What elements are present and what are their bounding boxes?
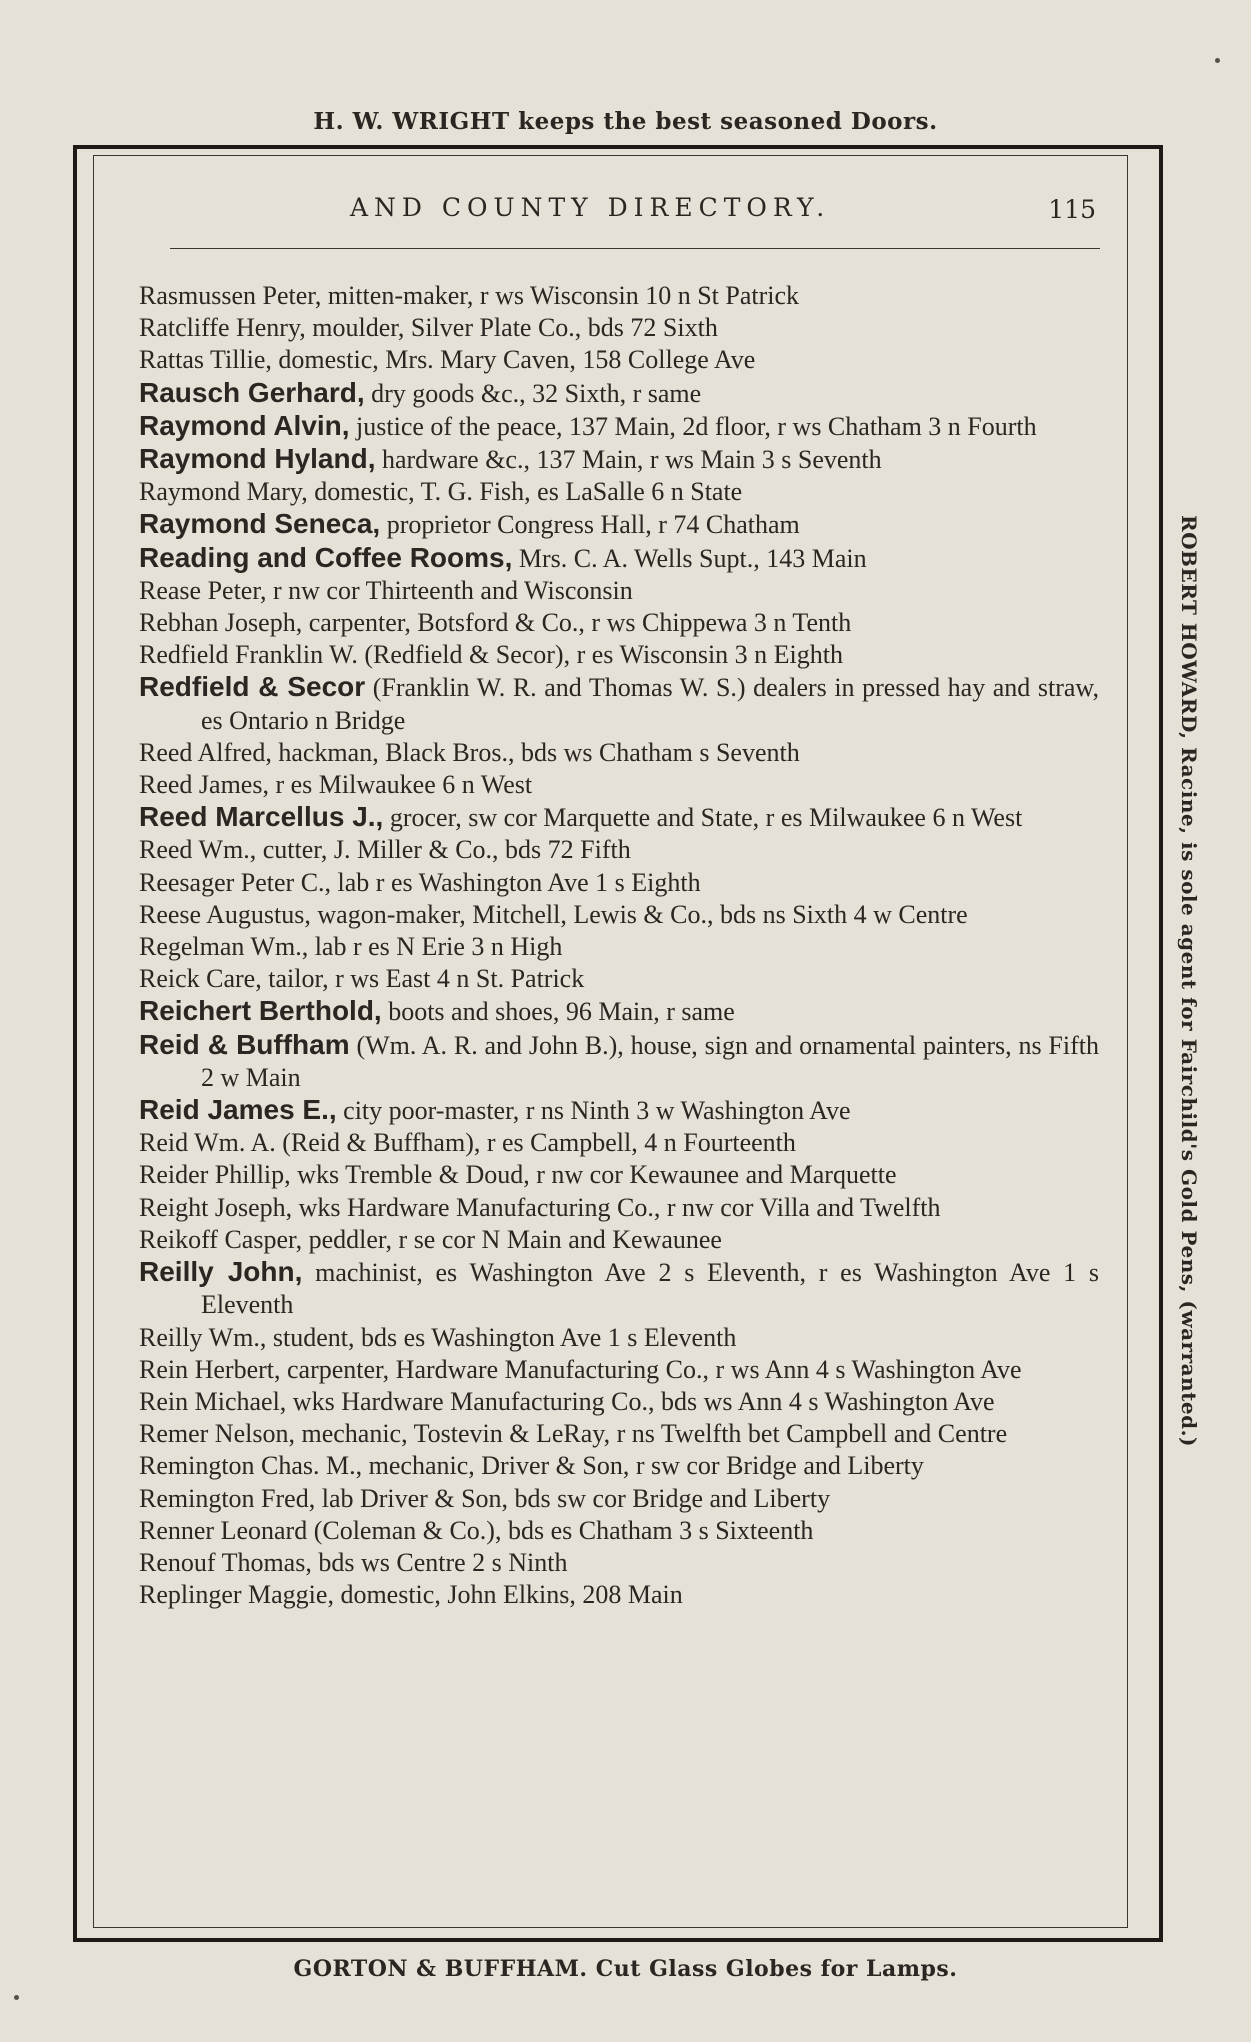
entry-details: proprietor Congress Hall, r 74 Chatham xyxy=(380,510,800,540)
entry-details: (Franklin W. R. and Thomas W. S.) dealers in pressed hay and straw, es Ontario n Bridge xyxy=(201,673,1099,735)
entry-details: mechanic, Driver & Son, r sw cor Bridge and Liberty xyxy=(362,1451,924,1481)
entry-details: wks Hardware Manufacturing Co., bds ws Ann 4 s Washington Ave xyxy=(286,1386,995,1416)
entry-details: wks Hardware Manufacturing Co., r nw cor Villa and Twelfth xyxy=(292,1192,941,1222)
directory-entry xyxy=(139,737,1099,769)
entry-details: machinist, es Washington Ave 2 s Eleventh, r es Washington Ave 1 s Eleventh xyxy=(201,1258,1099,1320)
entry-details: hardware &c., 137 Main, r ws Main 3 s Seventh xyxy=(375,445,882,475)
entry-name: Rasmussen Peter, xyxy=(139,281,322,310)
directory-entry xyxy=(139,931,1099,963)
directory-entry xyxy=(139,639,1099,671)
directory-entry xyxy=(139,1224,1099,1256)
entry-details: tailor, r ws East 4 n St. Patrick xyxy=(261,964,585,994)
entry-details: (Coleman & Co.), bds es Chatham 3 s Sixteenth xyxy=(307,1515,814,1545)
entry-details: peddler, r se cor N Main and Kewaunee xyxy=(302,1224,722,1254)
entry-details: (Redfield & Secor), r es Wisconsin 3 n Eighth xyxy=(357,640,843,670)
entry-name: Rease Peter, xyxy=(139,575,267,605)
entry-details: boots and shoes, 96 Main, r same xyxy=(381,997,735,1027)
running-head: AND COUNTY DIRECTORY. xyxy=(350,193,831,222)
entry-details: grocer, sw cor Marquette and State, r es Milwaukee 6 n West xyxy=(383,803,1023,833)
directory-entry xyxy=(139,410,1099,443)
header-rule xyxy=(170,248,1100,249)
directory-entry xyxy=(139,1029,1099,1094)
entry-name: Rebhan Joseph, xyxy=(139,608,303,638)
directory-entry xyxy=(139,899,1099,931)
entry-details: bds ws Centre 2 s Ninth xyxy=(311,1547,568,1577)
entry-name: Rein Michael, xyxy=(139,1386,287,1416)
entry-details: wks Tremble & Doud, r nw cor Kewaunee and Marquette xyxy=(290,1160,897,1190)
entry-name: Raymond Seneca, xyxy=(139,508,381,540)
directory-entry xyxy=(139,1256,1099,1321)
entry-details: wagon-maker, Mitchell, Lewis & Co., bds ns Sixth 4 w Centre xyxy=(310,899,968,929)
entry-name: Reichert Berthold, xyxy=(139,995,382,1027)
entry-name: Raymond Mary, xyxy=(139,477,308,507)
directory-entry xyxy=(139,1127,1099,1159)
directory-entry xyxy=(139,769,1099,801)
directory-entry xyxy=(139,607,1099,639)
directory-entry xyxy=(139,1418,1099,1450)
entry-name: Rein Herbert, xyxy=(139,1354,281,1384)
directory-entry xyxy=(139,867,1099,899)
directory-entry xyxy=(139,508,1099,541)
entry-details: dry goods &c., 32 Sixth, r same xyxy=(364,378,702,408)
directory-entry xyxy=(139,1547,1099,1579)
entry-details: Mrs. C. A. Wells Supt., 143 Main xyxy=(512,543,867,573)
entry-name: Ratcliffe Henry, xyxy=(139,313,306,343)
entry-name: Rattas Tillie, xyxy=(139,345,272,375)
entry-name: Remer Nelson, xyxy=(139,1419,295,1449)
directory-entry xyxy=(139,443,1099,476)
entry-details: carpenter, Botsford & Co., r ws Chippewa 3 n Tenth xyxy=(302,608,852,638)
page-number: 115 xyxy=(1048,195,1096,224)
entry-name: Replinger Maggie, xyxy=(139,1580,334,1610)
entry-name: Reed Marcellus J., xyxy=(139,801,384,833)
directory-entry xyxy=(139,1450,1099,1482)
entry-name: Reilly Wm., xyxy=(139,1322,267,1352)
entry-name: Reight Joseph, xyxy=(139,1192,293,1222)
directory-entry xyxy=(139,1159,1099,1191)
directory-entry xyxy=(139,801,1099,834)
entry-name: Redfield & Secor xyxy=(139,671,366,703)
entry-name: Remington Fred, xyxy=(139,1483,316,1513)
directory-entry xyxy=(139,312,1099,344)
directory-entry xyxy=(139,542,1099,575)
top-advertisement: H. W. WRIGHT keeps the best seasoned Doors. xyxy=(313,108,938,135)
entry-name: Reick Care, xyxy=(139,964,262,994)
entry-details: mitten-maker, r ws Wisconsin 10 n St Patrick xyxy=(321,281,800,310)
directory-entry xyxy=(139,1386,1099,1418)
directory-entry xyxy=(139,1579,1099,1611)
entry-name: Rausch Gerhard, xyxy=(139,376,365,408)
entry-details: lab r es Washington Ave 1 s Eighth xyxy=(331,867,701,897)
directory-entry xyxy=(139,671,1099,736)
entry-name: Reed Alfred, xyxy=(139,737,272,767)
entry-name: Reid Wm. A. xyxy=(139,1128,276,1158)
entry-details: r es Milwaukee 6 n West xyxy=(268,770,533,800)
directory-entry xyxy=(139,1515,1099,1547)
directory-entry xyxy=(139,963,1099,995)
entry-details: student, bds es Washington Ave 1 s Eleventh xyxy=(266,1322,737,1352)
directory-entry xyxy=(139,1192,1099,1224)
entry-details: carpenter, Hardware Manufacturing Co., r ws Ann 4 s Washington Ave xyxy=(280,1354,1022,1384)
entry-name: Reading and Coffee Rooms, xyxy=(139,541,513,573)
entry-details: domestic, John Elkins, 208 Main xyxy=(333,1580,683,1610)
entry-name: Redfield Franklin W. xyxy=(139,640,358,670)
entry-details: domestic, T. G. Fish, es LaSalle 6 n State xyxy=(307,477,743,507)
speck-mark xyxy=(14,1995,19,2000)
directory-entry xyxy=(139,575,1099,607)
entry-details: hackman, Black Bros., bds ws Chatham s Seventh xyxy=(271,737,800,767)
entry-details: domestic, Mrs. Mary Caven, 158 College Ave xyxy=(271,345,756,375)
entry-name: Reed Wm., xyxy=(139,835,257,865)
entry-name: Reid James E., xyxy=(139,1094,337,1126)
directory-entry xyxy=(139,995,1099,1028)
entry-name: Reid & Buffham xyxy=(139,1028,350,1060)
speck-mark xyxy=(1215,58,1220,63)
directory-entry xyxy=(139,280,1099,312)
directory-entry xyxy=(139,1094,1099,1127)
entry-name: Reider Phillip, xyxy=(139,1160,291,1190)
entry-details: moulder, Silver Plate Co., bds 72 Sixth xyxy=(305,313,718,343)
directory-entry xyxy=(139,344,1099,376)
bottom-advertisement: GORTON & BUFFHAM. Cut Glass Globes for Lamps. xyxy=(293,1956,958,1982)
entry-details: r nw cor Thirteenth and Wisconsin xyxy=(266,575,633,605)
entry-name: Reese Augustus, xyxy=(139,899,311,929)
entry-name: Reed James, xyxy=(139,770,269,800)
directory-entry xyxy=(139,377,1099,410)
directory-entries xyxy=(139,280,1099,1611)
entry-details: mechanic, Tostevin & LeRay, r ns Twelfth bet Campbell and Centre xyxy=(294,1419,1008,1449)
entry-name: Renouf Thomas, xyxy=(139,1547,312,1577)
entry-name: Remington Chas. M., xyxy=(139,1451,363,1481)
entry-details: cutter, J. Miller & Co., bds 72 Fifth xyxy=(256,835,631,865)
directory-entry xyxy=(139,1322,1099,1354)
directory-entry xyxy=(139,1354,1099,1386)
entry-name: Reilly John, xyxy=(139,1256,303,1288)
directory-entry xyxy=(139,834,1099,866)
entry-name: Reikoff Casper, xyxy=(139,1224,303,1254)
entry-name: Reesager Peter C., xyxy=(139,867,332,897)
entry-name: Raymond Alvin, xyxy=(139,409,350,441)
entry-details: (Reid & Buffham), r es Campbell, 4 n Fourteenth xyxy=(275,1128,796,1158)
entry-details: city poor-master, r ns Ninth 3 w Washington Ave xyxy=(336,1096,851,1126)
entry-name: Raymond Hyland, xyxy=(139,443,376,475)
entry-details: lab r es N Erie 3 n High xyxy=(308,932,563,962)
entry-name: Regelman Wm., xyxy=(139,932,309,962)
entry-details: justice of the peace, 137 Main, 2d floor, r ws Chatham 3 n Fourth xyxy=(349,411,1037,441)
directory-entry xyxy=(139,1483,1099,1515)
entry-details: lab Driver & Son, bds sw cor Bridge and Liberty xyxy=(315,1483,831,1513)
entry-details: (Wm. A. R. and John B.), house, sign and ornamental painters, ns Fifth 2 w Main xyxy=(201,1030,1099,1092)
directory-entry xyxy=(139,476,1099,508)
entry-name: Renner Leonard xyxy=(139,1515,308,1545)
side-advertisement: ROBERT HOWARD, Racine, is sole agent for Fairchild's Gold Pens, (warranted.) xyxy=(1177,515,1201,1448)
